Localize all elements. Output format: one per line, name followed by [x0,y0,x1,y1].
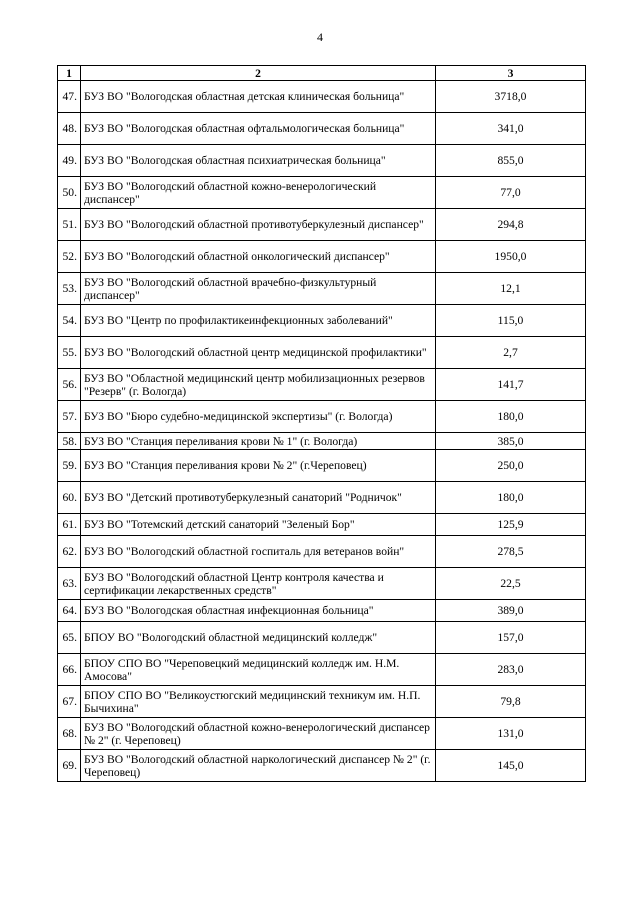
table-row [58,241,586,273]
amount-value: 389,0 [436,600,586,622]
amount-value: 115,0 [436,305,586,337]
table-row [58,718,586,750]
row-number: 66. [58,654,81,686]
table-row [58,145,586,177]
institution-name: БУЗ ВО "Вологодская областная офтальмологическая больница" [81,113,436,145]
institution-name: БУЗ ВО "Станция переливания крови № 2" (г.Череповец) [81,450,436,482]
row-number: 58. [58,433,81,450]
table-body [58,81,586,782]
table-row [58,337,586,369]
table-row [58,514,586,536]
amount-value: 125,9 [436,514,586,536]
table-row [58,482,586,514]
amount-value: 77,0 [436,177,586,209]
row-number: 56. [58,369,81,401]
row-number: 59. [58,450,81,482]
row-number: 63. [58,568,81,600]
institution-name: БУЗ ВО "Областной медицинский центр мобилизационных резервов "Резерв" (г. Вологда) [81,369,436,401]
amount-value: 278,5 [436,536,586,568]
amount-value: 79,8 [436,686,586,718]
amount-value: 131,0 [436,718,586,750]
row-number: 51. [58,209,81,241]
amount-value: 141,7 [436,369,586,401]
institution-name: БУЗ ВО "Вологодская областная инфекционная больница" [81,600,436,622]
table-row [58,536,586,568]
institution-name: БУЗ ВО "Вологодский областной Центр контроля качества и сертификации лекарственных средств" [81,568,436,600]
amount-value: 12,1 [436,273,586,305]
row-number: 54. [58,305,81,337]
row-number: 60. [58,482,81,514]
row-number: 52. [58,241,81,273]
column-header-number: 1 [58,66,81,81]
column-header-institution: 2 [81,66,436,81]
institution-name: БУЗ ВО "Центр по профилактикеинфекционных заболеваний" [81,305,436,337]
table-row [58,600,586,622]
table-row [58,369,586,401]
row-number: 65. [58,622,81,654]
row-number: 62. [58,536,81,568]
institution-name: БУЗ ВО "Тотемский детский санаторий "Зеленый Бор" [81,514,436,536]
table-row [58,622,586,654]
institution-name: БУЗ ВО "Вологодский областной наркологический диспансер № 2" (г. Череповец) [81,750,436,782]
amount-value: 180,0 [436,482,586,514]
amount-value: 385,0 [436,433,586,450]
institution-name: БПОУ СПО ВО "Великоустюгский медицинский техникум им. Н.П. Бычихина" [81,686,436,718]
institution-name: БПОУ ВО "Вологодский областной медицинский колледж" [81,622,436,654]
institution-name: БУЗ ВО "Вологодская областная психиатрическая больница" [81,145,436,177]
table-row [58,433,586,450]
institution-name: БУЗ ВО "Вологодский областной центр медицинской профилактики" [81,337,436,369]
institution-name: БУЗ ВО "Вологодский областной противотуберкулезный диспансер" [81,209,436,241]
amount-value: 341,0 [436,113,586,145]
row-number: 53. [58,273,81,305]
row-number: 57. [58,401,81,433]
institution-name: БУЗ ВО "Станция переливания крови № 1" (г. Вологда) [81,433,436,450]
table-row [58,750,586,782]
institution-name: БУЗ ВО "Вологодский областной врачебно-физкультурный диспансер" [81,273,436,305]
amount-value: 180,0 [436,401,586,433]
institution-name: БУЗ ВО "Бюро судебно-медицинской экспертизы" (г. Вологда) [81,401,436,433]
institution-name: БУЗ ВО "Вологодский областной госпиталь для ветеранов войн" [81,536,436,568]
institution-name: БУЗ ВО "Вологодский областной онкологический диспансер" [81,241,436,273]
amount-value: 145,0 [436,750,586,782]
table-row [58,305,586,337]
row-number: 50. [58,177,81,209]
table-row [58,401,586,433]
page-number: 4 [317,30,323,44]
amount-value: 157,0 [436,622,586,654]
amount-value: 3718,0 [436,81,586,113]
amount-value: 855,0 [436,145,586,177]
amount-value: 283,0 [436,654,586,686]
institution-name: БУЗ ВО "Вологодский областной кожно-венерологический диспансер № 2" (г. Череповец) [81,718,436,750]
row-number: 55. [58,337,81,369]
table-header-row [58,66,586,81]
table-row [58,450,586,482]
institution-name: БУЗ ВО "Детский противотуберкулезный санаторий "Родничок" [81,482,436,514]
table-row [58,177,586,209]
row-number: 47. [58,81,81,113]
table-row [58,686,586,718]
amount-value: 250,0 [436,450,586,482]
row-number: 68. [58,718,81,750]
table-row [58,273,586,305]
amount-value: 22,5 [436,568,586,600]
table-row [58,209,586,241]
row-number: 61. [58,514,81,536]
row-number: 67. [58,686,81,718]
amount-value: 2,7 [436,337,586,369]
row-number: 69. [58,750,81,782]
institution-name: БУЗ ВО "Вологодский областной кожно-венерологический диспансер" [81,177,436,209]
institution-name: БПОУ СПО ВО "Череповецкий медицинский колледж им. Н.М. Амосова" [81,654,436,686]
table-row [58,81,586,113]
row-number: 48. [58,113,81,145]
institutions-table [57,65,586,782]
table-row [58,113,586,145]
column-header-amount: 3 [436,66,586,81]
table-row [58,654,586,686]
amount-value: 294,8 [436,209,586,241]
amount-value: 1950,0 [436,241,586,273]
institution-name: БУЗ ВО "Вологодская областная детская клиническая больница" [81,81,436,113]
table-row [58,568,586,600]
row-number: 49. [58,145,81,177]
row-number: 64. [58,600,81,622]
